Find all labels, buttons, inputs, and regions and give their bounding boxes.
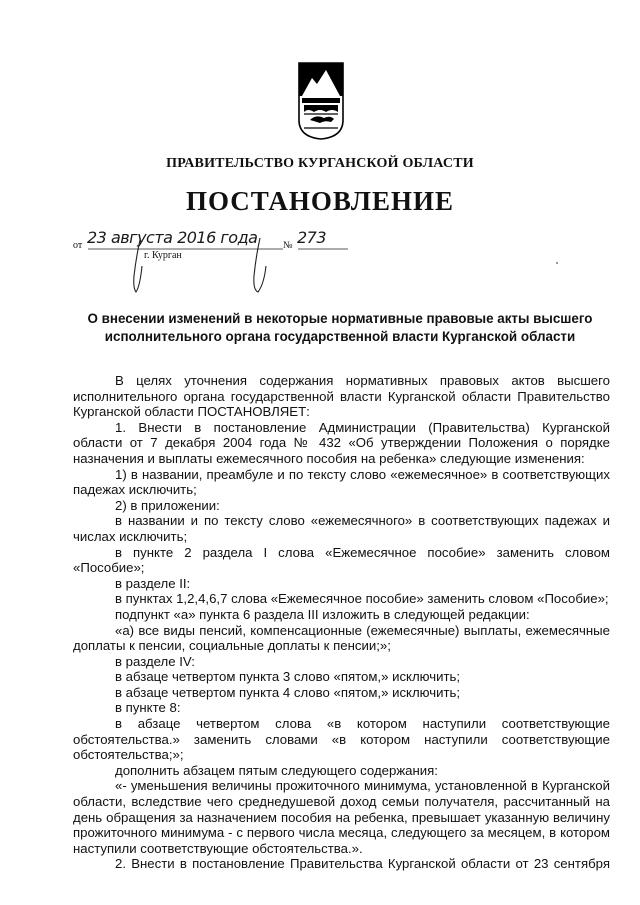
city-label: г. Курган <box>144 250 182 261</box>
document-body <box>73 373 610 872</box>
handwritten-number: 273 <box>297 228 327 247</box>
from-label: от <box>73 240 83 251</box>
paragraph: «а) все виды пенсий, компенсационные (ежемесячные) выплаты, ежемесячные доплаты к пенсии, социальные доплаты к пенсии;»; <box>73 622 610 654</box>
document-subject-title: О внесении изменений в некоторые нормативные правовые акты высшего исполнительного органа государственной власти Курганской области <box>87 311 593 344</box>
paragraph: в пунктах 1,2,4,6,7 слова «Ежемесячное пособие» заменить словом «Пособие»; <box>115 591 609 607</box>
scan-speck <box>556 262 558 264</box>
paragraph: в абзаце четвертом пункта 3 слово «пятом,» исключить; <box>115 669 461 685</box>
signature-strokes <box>100 236 300 296</box>
paragraph: В целях уточнения содержания нормативных правовых актов высшего исполнительного органа государственной власти Курганской области Правительство Курганской области ПОСТАНОВЛЯЕТ: <box>73 373 610 420</box>
paragraph: 1) в названии, преамбуле и по тексту слово «ежемесячное» в соответствующих падежах исключить; <box>73 466 610 498</box>
paragraph: «- уменьшения величины прожиточного минимума, установленной в Курганской области, вследствие чего среднедушевой доход семьи получателя, рассчитанный на день обращения за назначением пособия на ребенка, превышает указанную величину прожиточного минимума - с первого числа месяца, следующего за месяцем, в котором наступили соответствующие обстоятельства.». <box>73 778 610 856</box>
paragraph: в названии и по тексту слово «ежемесячного» в соответствующих падежах и числах исключить; <box>73 513 610 544</box>
handwritten-date: 23 августа 2016 года <box>87 228 258 247</box>
paragraph: в абзаце четвертом пункта 4 слово «пятом,» исключить; <box>115 684 461 700</box>
paragraph: в разделе II: <box>115 575 191 591</box>
paragraph: дополнить абзацем пятым следующего содержания: <box>115 762 438 778</box>
paragraph: в пункте 8: <box>115 700 181 716</box>
paragraph: 2) в приложении: <box>115 497 220 513</box>
number-label: № <box>283 240 293 251</box>
paragraph: 1. Внести в постановление Администрации (Правительства) Курганской области от 7 декабря 2004 года № 432 «Об утверждении Положения о порядке назначения и выплаты ежемесячного пособия на ребенка» следующие изменения: <box>73 419 610 466</box>
document-type-title: ПОСТАНОВЛЕНИЕ <box>185 186 455 216</box>
paragraph: в разделе IV: <box>115 653 195 669</box>
paragraph: подпункт «а» пункта 6 раздела III изложить в следующей редакции: <box>115 606 530 622</box>
government-name: ПРАВИТЕЛЬСТВО КУРГАНСКОЙ ОБЛАСТИ <box>166 156 474 171</box>
paragraph: в абзаце четвертом слова «в котором наступили соответствующие обстоятельства.» заменить словами «в котором наступили соответствующие обстоятельства;»; <box>73 716 610 763</box>
coat-of-arms-emblem <box>298 62 344 140</box>
paragraph: в пункте 2 раздела I слова «Ежемесячное пособие» заменить словом «Пособие»; <box>73 544 610 576</box>
paragraph: 2. Внести в постановление Правительства Курганской области от 23 сентября <box>115 856 610 872</box>
